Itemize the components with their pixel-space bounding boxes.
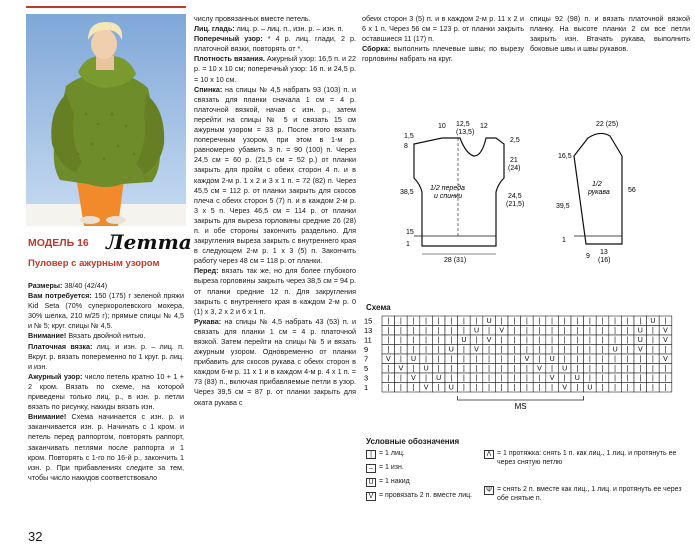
chart-symbol: |: [588, 337, 591, 345]
chart-symbol: |: [588, 375, 591, 383]
chart-symbol: |: [399, 375, 402, 383]
chart-symbol: |: [488, 356, 491, 364]
chart-symbol: |: [437, 384, 440, 392]
chart-symbol: |: [538, 375, 541, 383]
chart-symbol: V: [486, 337, 492, 345]
legend-item-ssk: Λ = 1 протяжка: снять 1 п. как лиц., 1 лиц. и протянуть ее через снятую петлю: [484, 450, 684, 467]
dim: 1: [406, 241, 410, 248]
paragraph-label: Поперечный узор:: [194, 34, 263, 44]
paragraph-text: Вязать двойной нитью.: [66, 331, 146, 341]
chart-symbol: |: [639, 375, 642, 383]
sleeve-label: 1/2: [592, 181, 602, 188]
chart-symbol: |: [525, 375, 528, 383]
paragraph-label: Вам потребуется:: [28, 291, 92, 301]
chart-symbol: |: [601, 337, 604, 345]
model-name: Летта: [106, 230, 192, 254]
chart-symbol: |: [525, 327, 528, 335]
paragraph-text: лиц. и изн. р. – лиц. п. Вкруг. р. вязать попеременно по 1 круг. р. лиц. и изн.: [28, 341, 184, 371]
chart-symbol: V: [423, 384, 429, 392]
dim: 12: [480, 123, 488, 130]
chart-symbol: V: [562, 384, 568, 392]
chart-symbol: V: [385, 356, 391, 364]
chart-symbol: |: [462, 346, 465, 354]
chart-symbol: |: [387, 365, 390, 373]
dim: 16,5: [558, 153, 572, 160]
rapport-bracket: [458, 396, 584, 400]
paragraph-text: Ажурный узор: 16,5 п. и 22 р. = 10 х 10 см; поперечный узор: 16 п. и 24,5 р. = 10 х 10 см.: [194, 54, 356, 84]
chart-symbol: V: [663, 327, 668, 335]
chart-symbol: |: [601, 356, 604, 364]
chart-symbol: |: [601, 365, 604, 373]
paragraph-label: Внимание!: [28, 412, 67, 422]
paragraph: [194, 24, 356, 34]
knitting-chart: [362, 314, 688, 424]
chart-symbol: |: [437, 346, 440, 354]
dim: 1,5: [404, 133, 414, 140]
dim: 21: [510, 157, 518, 164]
chart-symbol: |: [475, 356, 478, 364]
chart-symbol: |: [387, 318, 390, 326]
chart-symbol: |: [412, 318, 415, 326]
chart-symbol: |: [576, 346, 579, 354]
chart-symbol: |: [614, 365, 617, 373]
chart-symbol: |: [488, 365, 491, 373]
chart-symbol: |: [576, 365, 579, 373]
chart-symbol: |: [563, 346, 566, 354]
chart-symbol: U: [637, 327, 643, 335]
chart-symbol: |: [500, 356, 503, 364]
text-column-3: [362, 14, 524, 64]
dim: (16): [598, 257, 611, 264]
chart-symbol: |: [601, 346, 604, 354]
chart-symbol: |: [538, 318, 541, 326]
chart-symbol: |: [387, 337, 390, 345]
legend-item-purl: – = 1 изн.: [366, 464, 476, 473]
chart-symbol: |: [387, 384, 390, 392]
legend-item-yarnover: U = 1 накид: [366, 478, 476, 487]
paragraph-label: Ажурный узор:: [28, 371, 83, 381]
paragraph: [530, 14, 690, 54]
chart-symbol: |: [488, 346, 491, 354]
knit-icon: |: [366, 450, 376, 459]
chart-symbol: U: [473, 327, 480, 335]
svg-text:и спинки: и спинки: [434, 193, 463, 200]
row-label: 3: [364, 373, 369, 383]
chart-symbol: |: [538, 337, 541, 345]
chart-symbol: |: [475, 337, 478, 345]
dim: 15: [406, 229, 414, 236]
chart-symbol: U: [448, 346, 454, 354]
paragraph: [194, 266, 356, 316]
chart-symbol: |: [425, 318, 428, 326]
chart-symbol: |: [450, 356, 453, 364]
chart-symbol: |: [500, 318, 503, 326]
dim: 10: [438, 123, 446, 130]
paragraph: [28, 412, 184, 483]
purl-icon: –: [366, 464, 376, 473]
chart-symbol: |: [488, 375, 491, 383]
chart-symbol: |: [450, 327, 453, 335]
chart-symbol: |: [614, 327, 617, 335]
chart-symbol: U: [637, 337, 643, 345]
chart-symbol: |: [551, 346, 554, 354]
chart-symbol: |: [475, 318, 478, 326]
chart-symbol: |: [500, 337, 503, 345]
chart-symbol: |: [437, 327, 440, 335]
chart-symbol: |: [588, 346, 591, 354]
chart-symbol: |: [664, 318, 667, 326]
chart-symbol: |: [664, 365, 667, 373]
paragraph-label: Лиц. гладь:: [194, 24, 235, 34]
chart-symbol: |: [626, 337, 629, 345]
chart-symbol: |: [551, 337, 554, 345]
chart-symbol: |: [551, 327, 554, 335]
chart-symbol: U: [587, 384, 593, 392]
chart-symbol: U: [549, 356, 555, 364]
chart-symbol: U: [562, 365, 568, 373]
chart-symbol: |: [601, 375, 604, 383]
chart-symbol: |: [462, 365, 465, 373]
chart-symbol: |: [651, 365, 654, 373]
legend-item-knit: | = 1 лиц.: [366, 450, 476, 459]
chart-symbol: |: [614, 384, 617, 392]
chart-symbol: U: [423, 365, 429, 373]
paragraph-label: Внимание!: [28, 331, 67, 341]
chart-symbol: U: [410, 356, 417, 364]
chart-symbol: |: [626, 346, 629, 354]
paragraph-text: числу провязанных вместе петель.: [194, 14, 311, 23]
model-heading: [28, 230, 192, 254]
paragraph: [194, 34, 356, 54]
paragraph-text: лиц. р. – лиц. п., изн. р. – изн. п.: [234, 24, 344, 34]
chart-symbol: U: [574, 375, 580, 383]
body-outline: [414, 138, 504, 246]
chart-symbol: V: [537, 365, 542, 373]
text-column-4: [530, 14, 690, 54]
chart-symbol: |: [576, 337, 579, 345]
k2tog-icon: V: [366, 492, 376, 501]
chart-symbol: |: [475, 365, 478, 373]
chart-symbol: |: [563, 337, 566, 345]
paragraph: [28, 342, 184, 372]
chart-symbol: |: [513, 327, 516, 335]
chart-symbol: |: [399, 384, 402, 392]
chart-symbol: |: [462, 375, 465, 383]
chart-symbol: |: [551, 318, 554, 326]
chart-symbol: |: [614, 356, 617, 364]
chart-symbol: |: [538, 327, 541, 335]
chart-symbol: |: [462, 327, 465, 335]
paragraph-text: обеих сторон 3 (5) п. и в каждом 2-м р. 11 х 2 и 6 х 1 п. Через 56 см = 123 р. от планки закрыть оставшиеся 11 (17) п.: [362, 14, 524, 44]
chart-symbol: |: [614, 318, 617, 326]
chart-symbol: U: [461, 337, 467, 345]
legend-title: Условные обозначения: [366, 437, 460, 446]
row-label: 1: [364, 383, 369, 392]
chart-symbol: |: [387, 375, 390, 383]
chart-symbol: |: [387, 346, 390, 354]
sk2p-icon: Ψ: [484, 486, 494, 495]
paragraph-text: число петель кратно 10 + 1 + 2 кром. Вязать по схеме, на которой приведены только лиц. р., в изн. р. петли вязать по рисунку, накиды вязать изн.: [28, 371, 184, 412]
chart-symbol: |: [462, 356, 465, 364]
chart-symbol: |: [664, 346, 667, 354]
chart-symbol: U: [486, 318, 492, 326]
chart-symbol: |: [576, 356, 579, 364]
dim: 1: [562, 237, 566, 244]
rapport-label: MS: [514, 402, 527, 411]
dim: 24,5: [508, 193, 522, 200]
chart-symbol: |: [488, 384, 491, 392]
row-label: 13: [364, 326, 373, 335]
legend-item-sk2p: Ψ = снять 2 п. вместе как лиц., 1 лиц. и протянуть ее через обе снятые п.: [484, 486, 684, 503]
chart-symbol: |: [525, 318, 528, 326]
paragraph-text: 150 (175) г зеленой пряжи Kid Seta (70% суперкоролевского мохера, 30% шелка, 210 м/25 г); прямые спицы № 4,5 и № 5; круг. спицы № 4,5.: [28, 291, 185, 331]
chart-symbol: |: [651, 337, 654, 345]
chart-symbol: |: [437, 365, 440, 373]
chart-symbol: |: [664, 384, 667, 392]
chart-symbol: |: [513, 384, 516, 392]
chart-symbol: |: [437, 337, 440, 345]
chart-symbol: |: [664, 375, 667, 383]
paragraph: [28, 281, 184, 291]
chart-symbol: V: [524, 356, 530, 364]
chart-symbol: |: [450, 337, 453, 345]
dim: (13,5): [456, 129, 475, 136]
model-photo: [26, 14, 186, 226]
chart-symbol: V: [474, 346, 479, 354]
dim: 38,5: [400, 189, 414, 196]
dim: 9: [586, 253, 590, 260]
paragraph: [362, 44, 524, 64]
paragraph-text: спицы 92 (98) п. и вязать платочной вязкой планку. На высоте планки 2 см все петли закрыть изн. Втачать рукава, выполнить боковые швы и швы рукавов.: [530, 14, 690, 54]
chart-symbol: |: [412, 365, 415, 373]
chart-symbol: |: [513, 365, 516, 373]
chart-symbol: V: [398, 365, 404, 373]
ssk-icon: Λ: [484, 450, 494, 459]
legend: [366, 450, 690, 520]
paragraph-label: Сборка:: [362, 44, 391, 54]
chart-symbol: |: [525, 346, 528, 354]
paragraph: [194, 14, 356, 24]
row-label: 15: [364, 316, 373, 326]
paragraph-label: Плотность вязания.: [194, 54, 265, 64]
chart-symbol: |: [601, 318, 604, 326]
chart-symbol: |: [425, 327, 428, 335]
chart-symbol: |: [399, 346, 402, 354]
chart-symbol: |: [563, 318, 566, 326]
body-label: 1/2 переда: [430, 185, 465, 192]
chart-symbol: |: [488, 327, 491, 335]
paragraph-label: Платочная вязка:: [28, 341, 93, 351]
chart-symbol: |: [601, 327, 604, 335]
chart-symbol: V: [637, 346, 643, 354]
chart-symbol: |: [639, 318, 642, 326]
chart-symbol: |: [639, 384, 642, 392]
chart-symbol: |: [513, 356, 516, 364]
chart-symbol: U: [448, 384, 454, 392]
chart-symbol: |: [626, 384, 629, 392]
dim: 28 (31): [444, 257, 467, 264]
dim: (21,5): [506, 201, 525, 208]
paragraph-text: выполнить плечевые швы; по вырезу горловины набрать на круг.: [362, 44, 524, 64]
chart-symbol: |: [538, 384, 541, 392]
chart-symbol: V: [663, 337, 668, 345]
chart-symbol: |: [551, 365, 554, 373]
paragraph-label: Спинка:: [194, 84, 223, 94]
chart-symbol: V: [549, 375, 555, 383]
chart-symbol: |: [475, 384, 478, 392]
chart-symbol: |: [651, 356, 654, 364]
chart-symbol: |: [399, 337, 402, 345]
paragraph: [28, 291, 184, 331]
chart-symbol: |: [399, 356, 402, 364]
chart-symbol: |: [412, 346, 415, 354]
chart-symbol: |: [626, 375, 629, 383]
chart-symbol: |: [588, 327, 591, 335]
chart-symbol: |: [588, 356, 591, 364]
chart-symbol: |: [601, 384, 604, 392]
model-number: МОДЕЛЬ 16: [28, 237, 89, 249]
chart-symbol: V: [411, 375, 416, 383]
chart-symbol: |: [525, 365, 528, 373]
chart-symbol: |: [651, 327, 654, 335]
dim: 2,5: [510, 137, 520, 144]
chart-symbol: |: [626, 356, 629, 364]
dim: 13: [600, 249, 608, 256]
chart-symbol: |: [450, 318, 453, 326]
chart-symbol: |: [475, 375, 478, 383]
chart-symbol: |: [450, 365, 453, 373]
chart-symbol: |: [513, 346, 516, 354]
chart-symbol: |: [513, 318, 516, 326]
chart-symbol: |: [563, 327, 566, 335]
chart-symbol: |: [425, 337, 428, 345]
paragraph: [362, 14, 524, 44]
chart-symbol: |: [563, 375, 566, 383]
chart-symbol: |: [538, 346, 541, 354]
chart-symbol: |: [626, 327, 629, 335]
paragraph-label: Рукава:: [194, 316, 222, 326]
chart-symbol: |: [551, 384, 554, 392]
page-number: 32: [28, 529, 43, 544]
paragraph-label: Размеры:: [28, 281, 63, 290]
chart-symbol: |: [437, 356, 440, 364]
legend-item-k2tog: V = провязать 2 п. вместе лиц.: [366, 492, 476, 501]
chart-symbol: |: [614, 337, 617, 345]
paragraph: [28, 331, 184, 341]
paragraph: [194, 54, 356, 84]
dim: 22 (25): [596, 121, 619, 128]
paragraph-text: Схема начинается с изн. р. и заканчивается изн. р. Начинать с 1 кром. и петель перед раппортом, повторять раппорт, заканчивать петлями после раппорта и 1 кром. Повторять с 1-го по 16-й р., закончить 1 изн. р. При прибавлениях следите за тем, чтобы число накидов соответствовало: [28, 412, 184, 482]
chart-symbol: |: [437, 318, 440, 326]
chart-symbol: |: [639, 365, 642, 373]
chart-symbol: |: [462, 384, 465, 392]
chart-symbol: |: [651, 375, 654, 383]
row-label: 11: [364, 335, 372, 345]
chart-symbol: |: [614, 375, 617, 383]
paragraph-text: 38/40 (42/44): [62, 281, 108, 290]
chart-symbol: |: [387, 327, 390, 335]
chart-symbol: |: [626, 365, 629, 373]
model-subtitle: Пуловер с ажурным узором: [28, 258, 160, 269]
paragraph-text: * 4 р. лиц. глади, 2 р. платочной вязки, повторять от *.: [194, 34, 356, 54]
row-label: 9: [364, 345, 369, 354]
chart-symbol: |: [500, 375, 503, 383]
chart-symbol: |: [500, 346, 503, 354]
chart-symbol: V: [663, 356, 668, 364]
paragraph: [194, 85, 356, 267]
dim: 12,5: [456, 121, 470, 128]
svg-text:рукава: рукава: [588, 189, 610, 196]
dim: 39,5: [556, 203, 570, 210]
chart-symbol: |: [412, 327, 415, 335]
chart-symbol: |: [538, 356, 541, 364]
chart-symbol: U: [436, 375, 442, 383]
chart-symbol: |: [525, 337, 528, 345]
chart-symbol: |: [576, 327, 579, 335]
chart-symbol: |: [651, 346, 654, 354]
row-label: 7: [364, 354, 369, 364]
paragraph: [28, 372, 184, 412]
chart-symbol: |: [626, 318, 629, 326]
red-rule: [26, 6, 186, 8]
yarnover-icon: U: [366, 478, 376, 487]
chart-symbol: |: [399, 318, 402, 326]
chart-symbol: |: [576, 384, 579, 392]
chart-symbol: |: [412, 384, 415, 392]
chart-symbol: |: [576, 318, 579, 326]
chart-symbol: |: [412, 337, 415, 345]
chart-symbol: |: [425, 375, 428, 383]
paragraph-text: на спицы № 4,5 набрать 43 (53) п. и связать для планки 1 см = 4 р. платочной вязкой. Затем перейти на спицы № 5 и вязать ажурным узором. Одновременно от планки прибавить для скосов рукава с обеих сторон в каждом 6-м р. 11 х 1 и в каждом 4-м р. 4 х 1 п. = 73 (83) п., включая прибавляемые петли в узор. Через 39,5 см = 87 р. от планки закрыть для оката рукава с: [194, 316, 356, 407]
dim: 8: [404, 143, 408, 150]
chart-symbol: |: [500, 384, 503, 392]
chart-symbol: |: [399, 327, 402, 335]
row-label: 5: [364, 364, 369, 373]
pattern-diagram: [400, 116, 690, 292]
chart-symbol: |: [588, 365, 591, 373]
paragraph-label: Перед:: [194, 266, 219, 276]
chart-symbol: |: [462, 318, 465, 326]
chart-symbol: |: [450, 375, 453, 383]
chart-symbol: |: [639, 356, 642, 364]
chart-symbol: |: [563, 356, 566, 364]
chart-symbol: |: [588, 318, 591, 326]
chart-symbol: |: [513, 375, 516, 383]
chart-symbol: V: [499, 327, 505, 335]
chart-symbol: |: [513, 337, 516, 345]
text-column-2: [194, 14, 356, 408]
dim: 56: [628, 187, 636, 194]
dim: (24): [508, 165, 521, 172]
scheme-title: Схема: [366, 303, 391, 312]
chart-symbol: |: [651, 384, 654, 392]
chart-symbol: |: [500, 365, 503, 373]
chart-symbol: U: [650, 318, 656, 326]
chart-symbol: |: [425, 346, 428, 354]
paragraph-text: вязать так же, но для более глубокого выреза горловины закрыть через 38,5 см = 94 р. от планки средние 12 п. Для закругления закрыть с внутреннего края в каждом 2-м р. 0 (1) х 3, 2 х 2 и 6 х 1 п.: [194, 266, 356, 316]
paragraph-text: на спицы № 4,5 набрать 93 (103) п. и связать для планки сначала 1 см = 4 р. платочной вязкой, начав с изн. р., затем перейти на спицы № 5 и связать 15 см ажурным узором = 33 р. После этого вязать поперечным узором, при этом в 1-м р. равномерно убавить 3 п. = 90 (100) п. Через 24,5 см = 60 р. (21,5 см = 52 р.) от планки закрыть для пройм с обеих сторон 4 п. и в каждом 2-м р. 1 х 2 и 3 х 1 п. = 72 (82) п. Через 45,5 см = 112 р. от планки закрыть для скосов плеча с обеих сторон 5 (7) п. и в каждом 2-м р. 3 х 5 п. Через 46,5 см = 114 р. от планки закрыть для выреза горловины средние 26 (28) п. и обе стороны закончить раздельно. Для закругления выреза закрыть с внутреннего края в следующем 2-м р. 1 х 3 (5) п. Закончить работу через 48 см = 118 р. от планки.: [194, 84, 356, 266]
chart-symbol: U: [612, 346, 618, 354]
chart-symbol: |: [525, 384, 528, 392]
paragraph: [194, 317, 356, 408]
text-column-1: [28, 281, 184, 483]
chart-symbol: |: [425, 356, 428, 364]
